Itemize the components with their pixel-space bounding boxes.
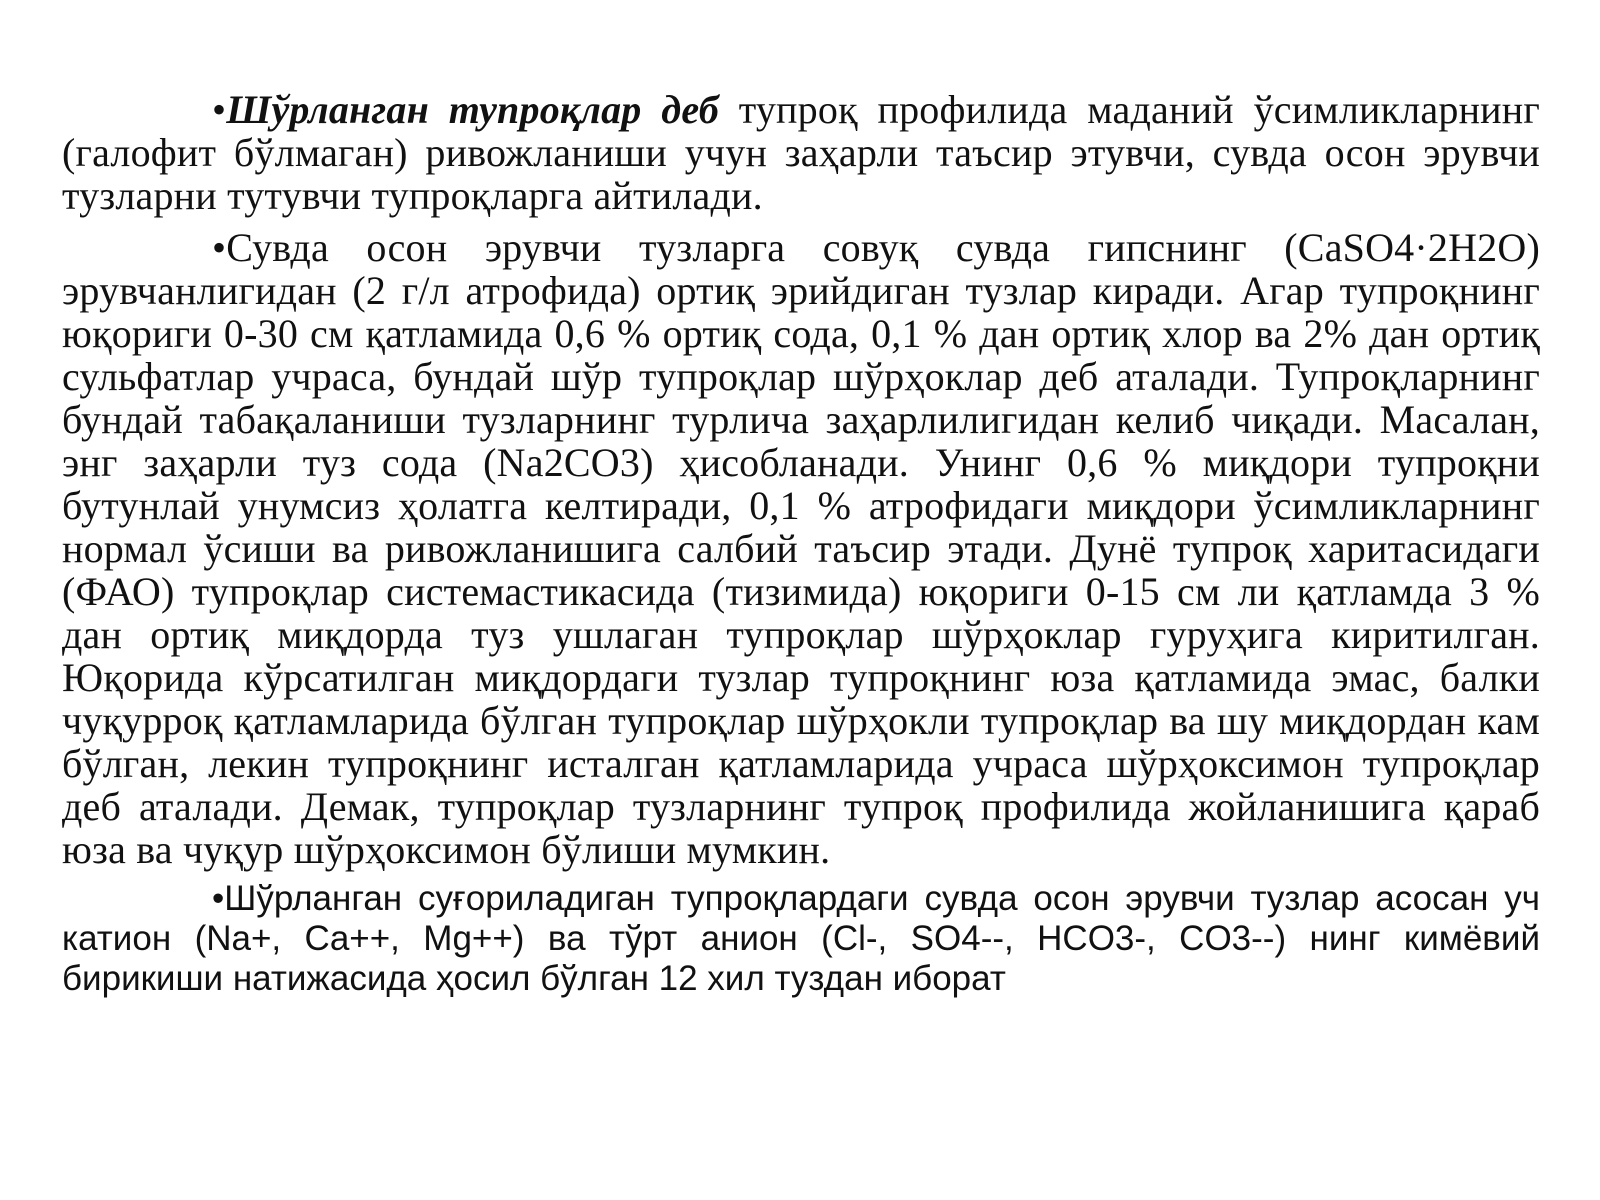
- paragraph-definition: [62, 88, 1540, 217]
- paragraph-salt-composition: [62, 879, 1540, 999]
- paragraph-text: Шўрланган суғориладиган тупроқлардаги сувда осон эрувчи тузлар асосан уч катион (Na+, Ca++, Mg++) ва тўрт анион (Cl-, SO4--, HCO3-, CO3--) нинг кимёвий бирикиши натижасида ҳосил бўлган 12 хил туздан иборат: [62, 879, 1540, 998]
- bullet: •: [212, 879, 225, 918]
- defined-term: Шўрланган тупроқлар деб: [226, 87, 719, 132]
- paragraph-text: тупроқ профилида маданий ўсимликларнинг (галофит бўлмаган) ривожланиши учун заҳарли таъсир этувчи, сувда осон эрувчи тузларни тутувчи тупроқларга айтилади.: [62, 87, 1540, 218]
- bullet: •: [212, 87, 227, 132]
- paragraph-text: Сувда осон эрувчи тузларга совуқ сувда гипснинг (CaSO4·2H2O) эрувчанлигидан (2 г/л атрофида) ортиқ эрийдиган тузлар киради. Агар тупроқнинг юқориги 0-30 см қатламида 0,6 % ортиқ сода, 0,1 % дан ортиқ хлор ва 2% дан ортиқ сульфатлар учраса, бундай шўр тупроқлар шўрҳоклар деб аталади. Тупроқларнинг бундай табақаланиши тузларнинг турлича заҳарлилигидан келиб чиқади. Масалан, энг заҳарли туз сода (Na2CO3) ҳисобланади. Унинг 0,6 % миқдори тупроқни бутунлай унумсиз ҳолатга келтиради, 0,1 % атрофидаги миқдори ўсимликларнинг нормал ўсиши ва ривожланишига салбий таъсир этади. Дунё тупроқ харитасидаги (ФАО) тупроқлар системастикасида (тизимида) юқориги 0-15 см ли қатламда 3 % дан ортиқ миқдорда туз ушлаган тупроқлар шўрҳоклар гуруҳига киритилган. Юқорида кўрсатилган миқдордаги тузлар тупроқнинг юза қатламида эмас, балки чуқурроқ қатламларида бўлган тупроқлар шўрҳокли тупроқлар ва шу миқдордан кам бўлган, лекин тупроқнинг исталган қатламларида учраса шўрҳоксимон тупроқлар деб аталади. Демак, тупроқлар тузларнинг тупроқ профилида жойланишига қараб юза ва чуқур шўрҳоксимон бўлиши мумкин.: [62, 225, 1540, 872]
- paragraph-soluble-salts: [62, 226, 1540, 871]
- bullet: •: [212, 225, 227, 270]
- slide-body: [62, 88, 1540, 999]
